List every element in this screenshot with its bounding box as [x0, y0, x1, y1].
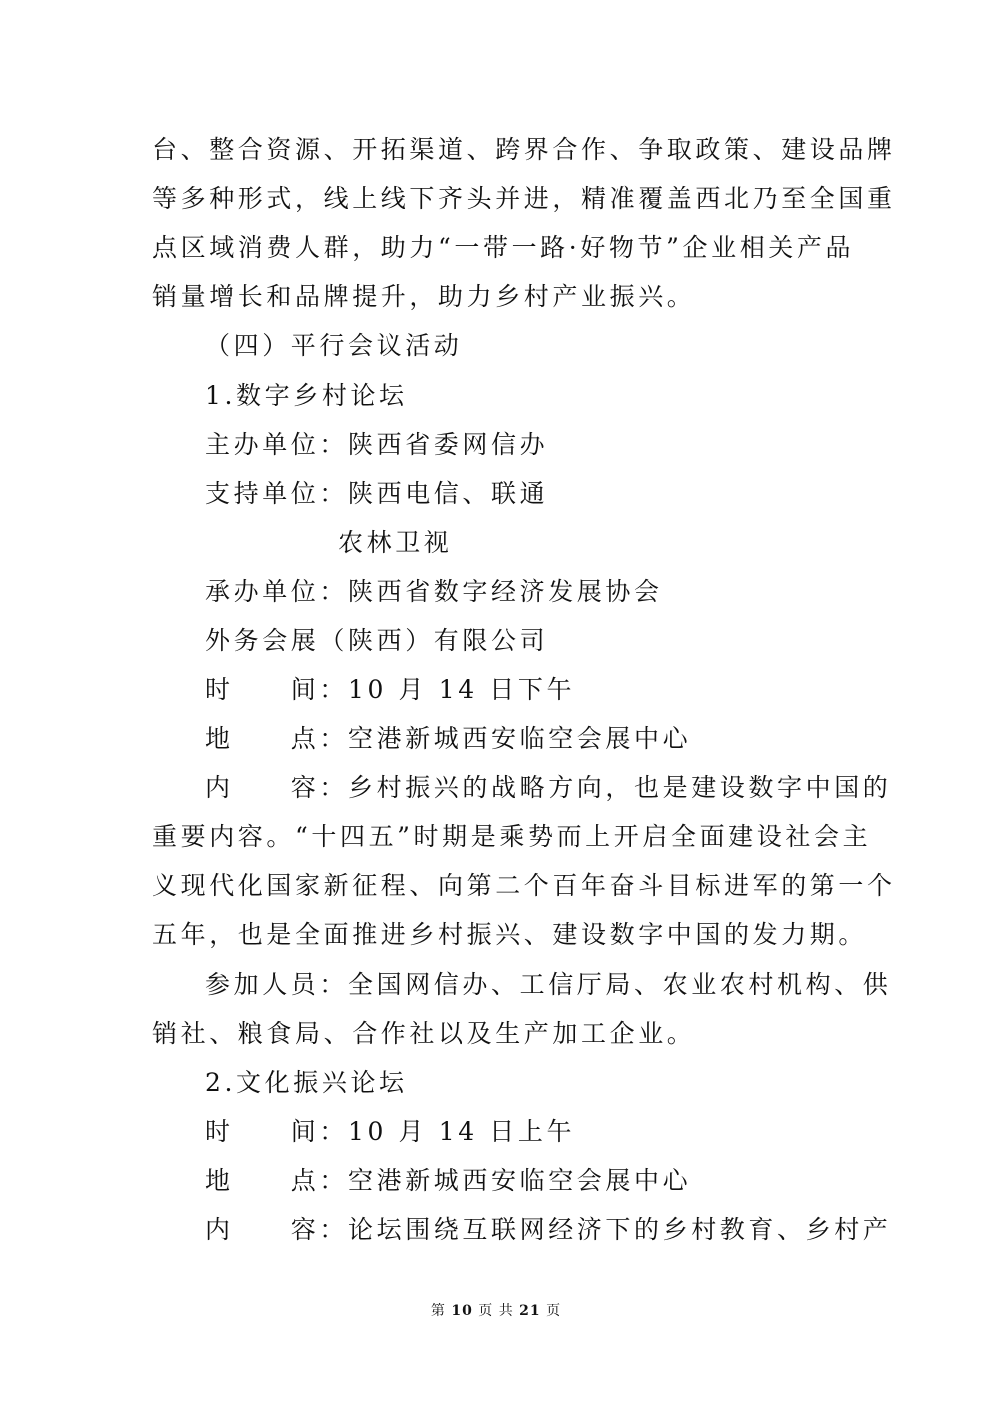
- participants-line: 参加人员：全国网信办、工信厅局、农业农村机构、供: [205, 970, 892, 999]
- footer-middle: 页 共: [478, 1303, 514, 1319]
- paragraph-line: 点区域消费人群，助力“一带一路·好物节”企业相关产品: [152, 233, 855, 262]
- paragraph-line: 销量增长和品牌提升，助力乡村产业振兴。: [152, 282, 696, 311]
- page-total: 21: [519, 1303, 541, 1319]
- supporter-line-continued: 农林卫视: [338, 528, 453, 557]
- time-line: 时 间：10 月 14 日上午: [205, 1117, 576, 1146]
- host-line: 承办单位：陕西省数字经济发展协会: [205, 577, 663, 606]
- page-number: 10: [451, 1303, 473, 1319]
- location-line: 地 点：空港新城西安临空会展中心: [205, 1166, 692, 1195]
- organizer-line: 主办单位：陕西省委网信办: [205, 430, 549, 459]
- paragraph-line: 等多种形式，线上线下齐头并进，精准覆盖西北乃至全国重: [152, 184, 896, 213]
- subsection-title: 1.数字乡村论坛: [205, 381, 408, 410]
- supporter-line: 支持单位：陕西电信、联通: [205, 479, 549, 508]
- page-footer: [0, 1301, 992, 1321]
- footer-prefix: 第: [430, 1303, 446, 1319]
- subsection-title: 2.文化振兴论坛: [205, 1068, 408, 1097]
- location-line: 地 点：空港新城西安临空会展中心: [205, 724, 692, 753]
- paragraph-line: 台、整合资源、开拓渠道、跨界合作、争取政策、建设品牌: [152, 135, 896, 164]
- paragraph-line: 义现代化国家新征程、向第二个百年奋斗目标进军的第一个: [152, 871, 896, 900]
- paragraph-line: 销社、粮食局、合作社以及生产加工企业。: [152, 1019, 696, 1048]
- host-line-continued: 外务会展（陕西）有限公司: [205, 626, 549, 655]
- paragraph-line: 五年，也是全面推进乡村振兴、建设数字中国的发力期。: [152, 920, 868, 949]
- footer-suffix: 页: [546, 1303, 562, 1319]
- content-line: 内 容：论坛围绕互联网经济下的乡村教育、乡村产: [205, 1215, 892, 1244]
- content-line: 内 容：乡村振兴的战略方向，也是建设数字中国的: [205, 773, 892, 802]
- section-heading: （四）平行会议活动: [205, 331, 463, 360]
- time-line: 时 间：10 月 14 日下午: [205, 675, 576, 704]
- paragraph-line: 重要内容。“十四五”时期是乘势而上开启全面建设社会主: [152, 822, 872, 851]
